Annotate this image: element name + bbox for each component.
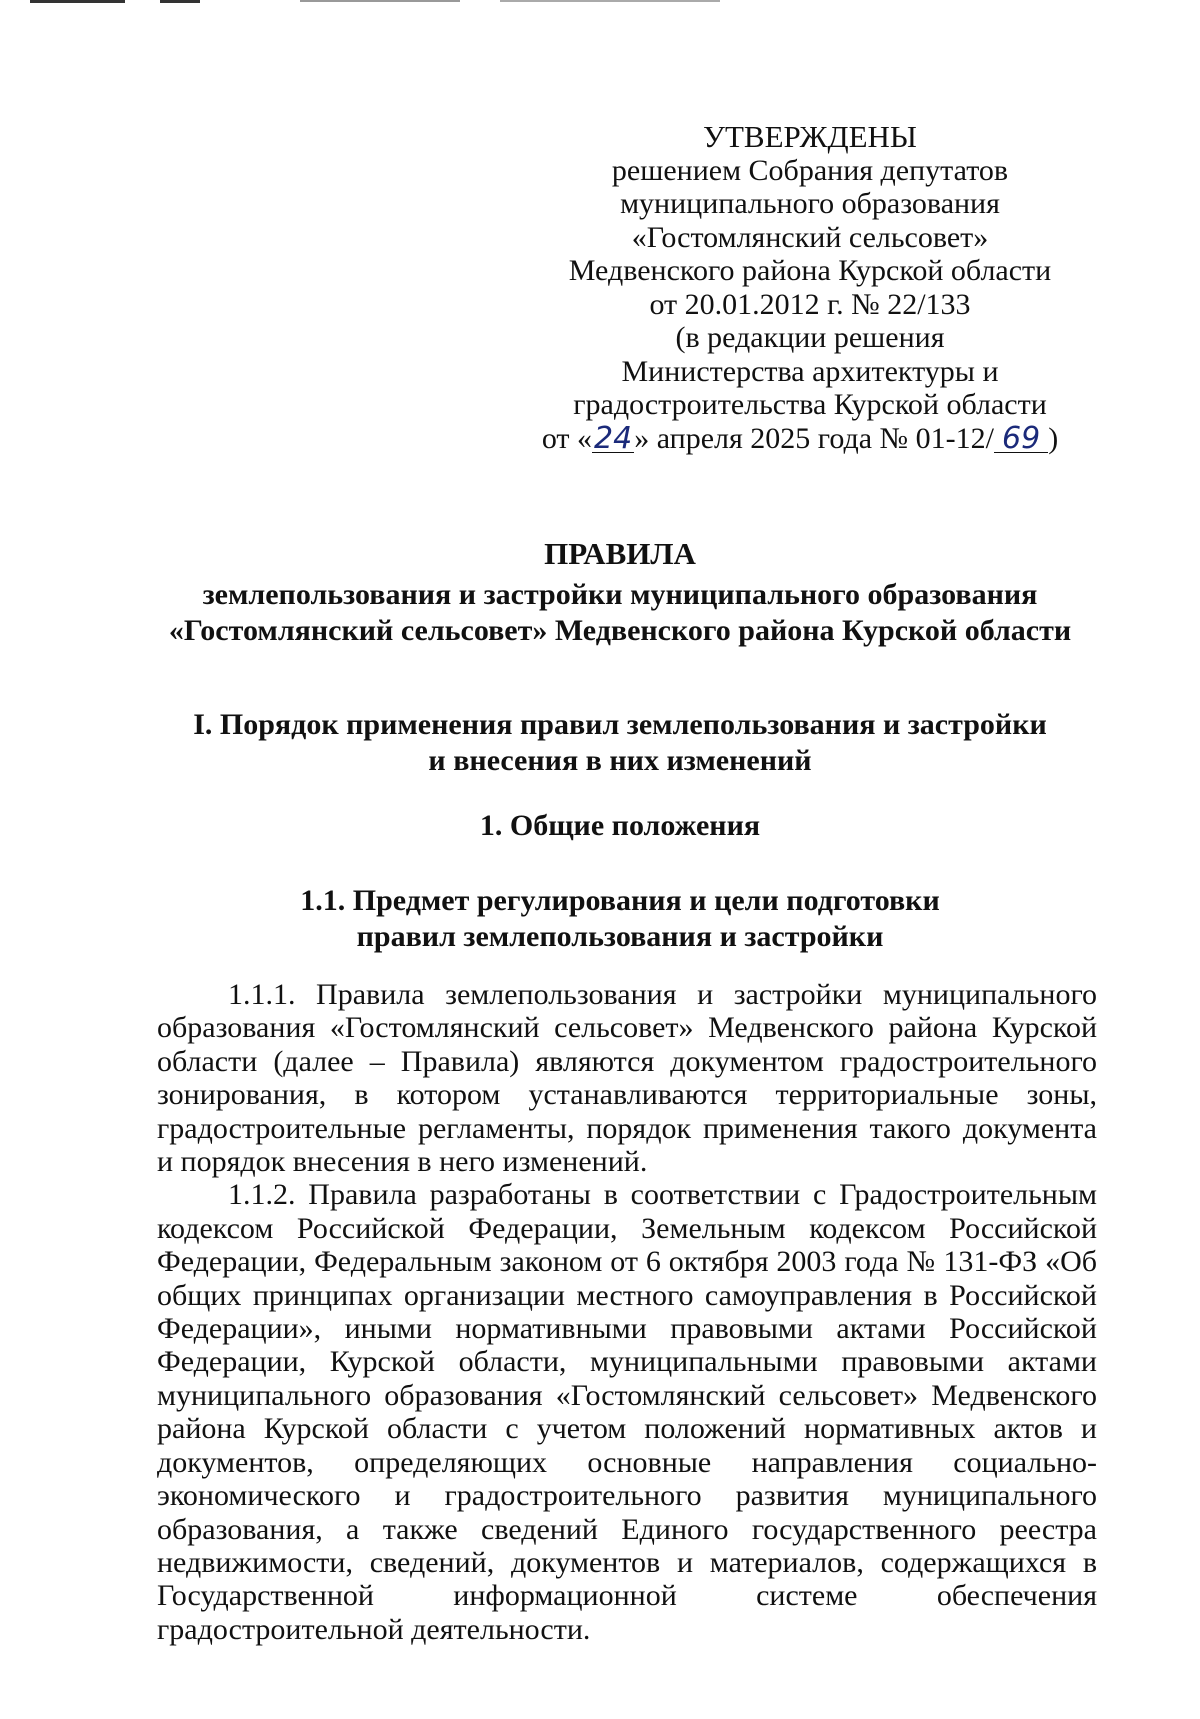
handwritten-number: 69 [994,422,1048,456]
title-line: землепользования и застройки муниципального образования [202,578,1038,611]
date-middle: » апреля 2025 года № 01-12/ [634,421,994,455]
paragraph: 1.1.2. Правила разработаны в соответствии с Градостроительным кодексом Российской Федерации, Земельным кодексом Российской Федерации, Федеральным законом от 6 октября 2003 года № 131-ФЗ «Об общих принципах организации местного самоуправления в Российской Федерации», иными нормативными правовыми актами Российской Федерации, Курской области, муниципальными правовыми актами муниципального образования «Гостомлянский сельсовет» Медвенского района Курской области с учетом положений нормативных актов и документов, определяющих основные направления социально-экономического и градостроительного развития муниципального образования, а также сведений Единого государственного реестра недвижимости, сведений, документов и материалов, содержащихся в Государственной информационной системе обеспечения градостроительной деятельности. [157,1178,1097,1646]
title-line: «Гостомлянский сельсовет» Медвенского района Курской области [168,614,1072,647]
section-line: и внесения в них изменений [428,744,812,777]
approval-date-line [540,422,1060,456]
document-body [157,978,1097,1646]
approval-line: «Гостомлянский сельсовет» [631,220,989,254]
approval-line: Медвенского района Курской области [568,254,1052,287]
date-suffix: ) [1048,421,1059,455]
section-line: 1.1. Предмет регулирования и цели подготовки [300,884,940,917]
approval-heading: УТВЕРЖДЕНЫ [703,119,917,154]
paragraph: 1.1.1. Правила землепользования и застройки муниципального образования «Гостомлянский сельсовет» Медвенского района Курской области (далее – Правила) являются документом градостроительного зонирования, в котором устанавливаются территориальные зоны, градостроительные регламенты, порядок применения такого документа и порядок внесения в него изменений. [157,978,1097,1179]
approval-line: градостроительства Курской области [573,388,1047,421]
document-title [150,536,1090,649]
section-line: правил землепользования и застройки [356,920,884,953]
approval-line: (в редакции решения [675,321,945,354]
approval-stamp-block [541,119,1060,456]
approval-line: от 20.01.2012 г. № 22/133 [649,287,971,321]
approval-line: муниципального образования [620,187,1000,220]
approval-line: решением Собрания депутатов [611,153,1009,187]
scan-artifact [0,0,800,4]
section-line: I. Порядок применения правил землепользования и застройки [193,708,1047,741]
section-heading-subject [150,883,1090,955]
approval-line: Министерства архитектуры и [621,354,999,388]
handwritten-day: 24 [594,420,633,456]
date-prefix: от « [541,421,593,455]
title-main: ПРАВИЛА [544,536,696,571]
section-heading-general [150,808,1090,844]
section-heading-chapter [150,707,1090,779]
section-line: 1. Общие положения [479,809,761,842]
